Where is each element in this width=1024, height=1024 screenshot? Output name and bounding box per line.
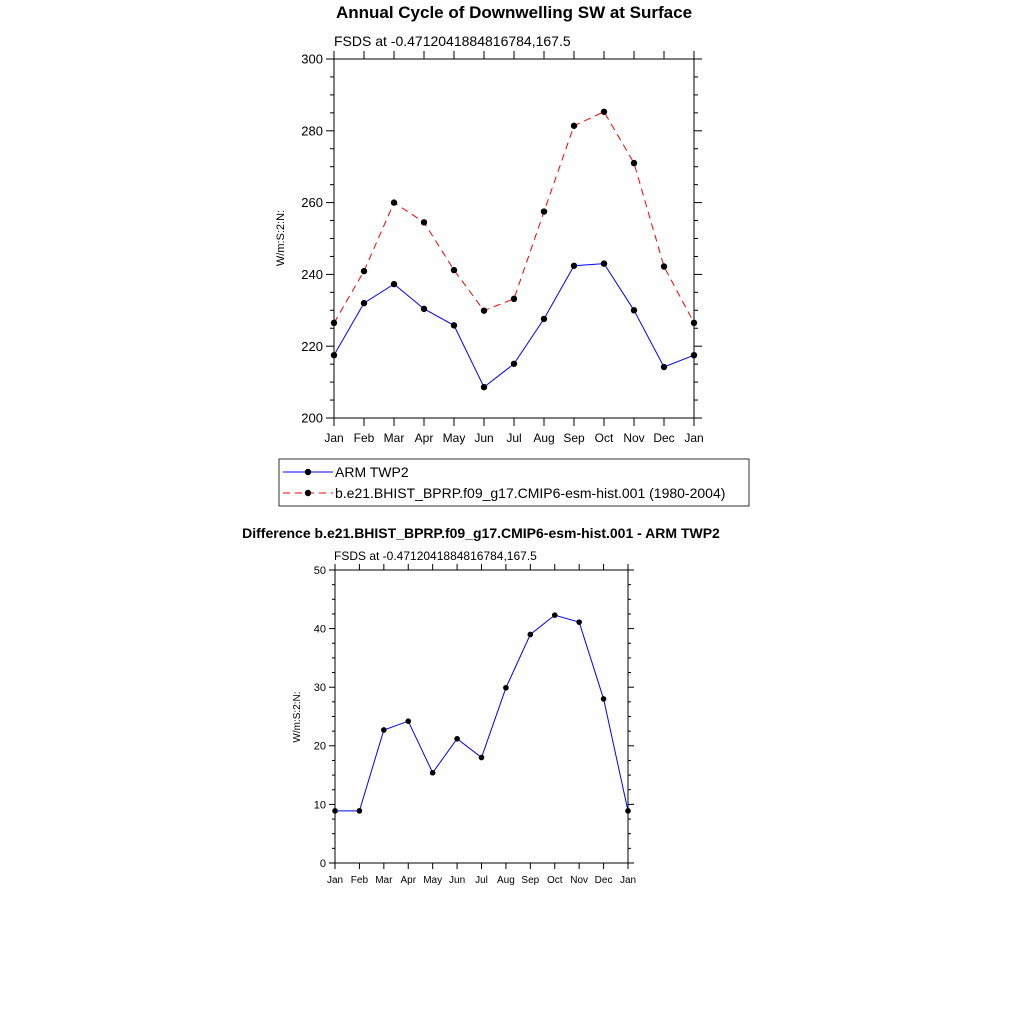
top-xtick-label: Oct	[594, 431, 614, 445]
top-series-0-point	[511, 361, 517, 367]
top-series-0-point	[421, 306, 427, 312]
bottom-series-0-point	[332, 808, 338, 814]
bottom-ytick-label: 10	[313, 799, 326, 812]
top-series-1-point	[631, 160, 637, 166]
bottom-chart	[242, 525, 720, 886]
top-xtick-label: Jul	[506, 431, 522, 445]
top-series-1-point	[481, 307, 487, 313]
top-xtick-label: Dec	[653, 431, 675, 445]
top-chart-title: Annual Cycle of Downwelling SW at Surface	[335, 3, 693, 22]
bottom-xtick-label: Jan	[619, 875, 637, 886]
bottom-series-0-point	[528, 632, 534, 638]
legend-marker-model	[305, 490, 311, 496]
bottom-xtick-label: Feb	[350, 875, 369, 886]
bottom-xtick-label: Jan	[326, 875, 344, 886]
top-xtick-label: Mar	[383, 431, 405, 445]
bottom-plot-frame	[335, 570, 628, 863]
bottom-series-0-point	[405, 718, 411, 724]
bottom-series-0-point	[601, 696, 607, 702]
bottom-xtick-label: Dec	[594, 875, 613, 886]
top-xtick-label: Aug	[533, 431, 555, 445]
top-series-0-point	[601, 260, 607, 266]
bottom-xtick-label: Jul	[475, 875, 488, 886]
bottom-series-0-point	[479, 755, 485, 761]
bottom-series-0-point	[357, 808, 363, 814]
top-series-line-1	[334, 112, 694, 323]
bottom-xtick-label: Oct	[546, 875, 563, 886]
bottom-chart-axes	[314, 564, 636, 886]
top-series-1-point	[601, 109, 607, 115]
top-xtick-label: Feb	[353, 431, 375, 445]
bottom-chart-ylabel: W/m:S:2:N:	[292, 691, 303, 743]
top-series-0-point	[661, 364, 667, 370]
bottom-xtick-label: Aug	[497, 875, 515, 886]
top-xtick-label: Jan	[324, 431, 344, 445]
top-series-1-point	[571, 123, 577, 129]
top-series-0-point	[331, 352, 337, 358]
top-series-1-point	[421, 219, 427, 225]
top-xtick-label: Jun	[474, 431, 494, 445]
top-series-0-point	[391, 281, 397, 287]
top-xtick-label: May	[442, 431, 466, 445]
top-xtick-label: Apr	[414, 431, 434, 445]
top-ytick-label: 260	[301, 195, 323, 211]
top-series-0-point	[571, 263, 577, 269]
bottom-chart-series	[332, 612, 631, 813]
legend-label-arm: ARM TWP2	[335, 464, 409, 480]
top-series-1-point	[691, 320, 697, 326]
top-xtick-label: Nov	[623, 431, 645, 445]
bottom-xtick-label: Nov	[570, 875, 589, 886]
top-series-1-point	[511, 296, 517, 302]
bottom-series-0-point	[503, 685, 509, 691]
bottom-ytick-label: 40	[313, 623, 326, 636]
legend-label-model: b.e21.BHIST_BPRP.f09_g17.CMIP6-esm-hist.001 (1980-2004)	[335, 485, 726, 501]
bottom-chart-title: Difference b.e21.BHIST_BPRP.f09_g17.CMIP6-esm-hist.001 - ARM TWP2	[242, 525, 720, 541]
bottom-ytick-label: 20	[313, 740, 326, 753]
bottom-ytick-label: 30	[313, 682, 326, 695]
bottom-xtick-label: May	[423, 875, 443, 886]
bottom-ytick-label: 50	[313, 564, 326, 577]
top-series-line-0	[334, 264, 694, 388]
bottom-series-0-point	[576, 619, 582, 625]
top-series-0-point	[631, 307, 637, 313]
top-series-0-point	[481, 384, 487, 390]
top-ytick-label: 280	[301, 123, 323, 139]
top-series-0-point	[361, 300, 367, 306]
top-chart-ylabel: W/m:S:2:N:	[275, 209, 287, 267]
bottom-series-0-point	[625, 808, 631, 814]
bottom-series-0-point	[552, 612, 558, 618]
top-ytick-label: 220	[301, 338, 323, 354]
top-ytick-label: 300	[301, 51, 323, 67]
bottom-series-0-point	[454, 736, 460, 742]
top-chart-axes	[301, 51, 703, 445]
top-chart	[275, 3, 704, 445]
top-series-1-point	[391, 199, 397, 205]
top-xtick-label: Jan	[684, 431, 704, 445]
bottom-ytick-label: 0	[319, 857, 326, 870]
bottom-chart-subtitle: FSDS at -0.4712041884816784,167.5	[334, 549, 537, 563]
bottom-xtick-label: Mar	[375, 875, 393, 886]
bottom-series-0-point	[430, 770, 436, 776]
bottom-series-0-point	[381, 727, 387, 733]
top-chart-subtitle: FSDS at -0.4712041884816784,167.5	[334, 33, 571, 49]
bottom-series-line-0	[335, 615, 628, 811]
top-series-0-point	[691, 352, 697, 358]
top-series-1-point	[541, 208, 547, 214]
top-series-1-point	[451, 267, 457, 273]
top-series-1-point	[661, 263, 667, 269]
top-chart-legend	[279, 459, 749, 506]
top-chart-series	[331, 109, 697, 391]
bottom-xtick-label: Jun	[449, 875, 466, 886]
top-series-1-point	[331, 320, 337, 326]
bottom-xtick-label: Apr	[400, 875, 417, 886]
top-series-0-point	[541, 316, 547, 322]
legend-marker-arm	[305, 469, 311, 475]
top-ytick-label: 200	[301, 410, 323, 426]
bottom-xtick-label: Sep	[521, 875, 540, 886]
top-ytick-label: 240	[301, 266, 323, 282]
top-xtick-label: Sep	[563, 431, 585, 445]
top-series-1-point	[361, 268, 367, 274]
top-series-0-point	[451, 322, 457, 328]
